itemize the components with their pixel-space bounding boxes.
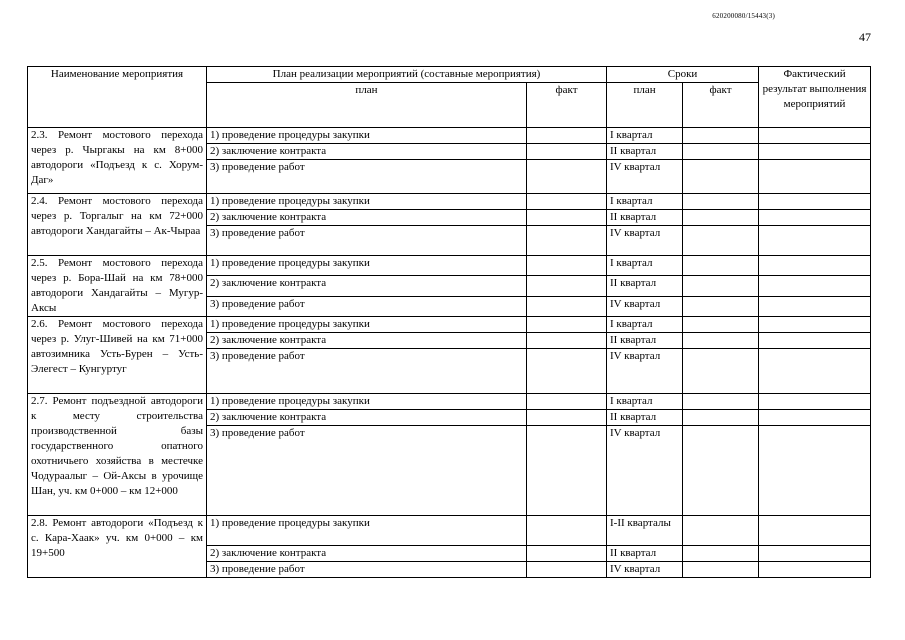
- step-term: I квартал: [607, 256, 683, 276]
- step-fact: [527, 276, 607, 296]
- step-plan: 3) проведение работ: [207, 226, 527, 256]
- activity-name: 2.4. Ремонт мостового перехода через р. Торгалыг на км 72+000 автодороги Хандагайты – Ак-Чыраа: [28, 194, 207, 256]
- step-result: [759, 562, 871, 578]
- step-result: [759, 410, 871, 426]
- step-result: [759, 194, 871, 210]
- step-term-fact: [683, 333, 759, 349]
- step-result: [759, 426, 871, 516]
- step-fact: [527, 194, 607, 210]
- step-term: II квартал: [607, 333, 683, 349]
- step-fact: [527, 349, 607, 394]
- step-term: II квартал: [607, 276, 683, 296]
- step-term-fact: [683, 426, 759, 516]
- step-result: [759, 210, 871, 226]
- step-term: I-II кварталы: [607, 516, 683, 546]
- step-plan: 3) проведение работ: [207, 349, 527, 394]
- step-plan: 3) проведение работ: [207, 296, 527, 316]
- table-row: [28, 194, 871, 210]
- step-fact: [527, 546, 607, 562]
- step-plan: 1) проведение процедуры закупки: [207, 516, 527, 546]
- step-term: II квартал: [607, 546, 683, 562]
- step-plan: 1) проведение процедуры закупки: [207, 194, 527, 210]
- activity-name: 2.8. Ремонт автодороги «Подъезд к с. Кара-Хаак» уч. км 0+000 – км 19+500: [28, 516, 207, 578]
- step-fact: [527, 144, 607, 160]
- step-result: [759, 349, 871, 394]
- step-term: IV квартал: [607, 296, 683, 316]
- activity-name: 2.7. Ремонт подъездной автодороги к месту строительства производственной базы государственного опатного охотничьего хозяйства в местечке Чодураалыг – Ой-Аксы в урочище Шан, уч. км 0+000 – км 12+000: [28, 394, 207, 516]
- header-result: Фактический результат выполнения мероприятий: [759, 67, 871, 128]
- step-term: I квартал: [607, 194, 683, 210]
- step-term: II квартал: [607, 210, 683, 226]
- step-plan: 1) проведение процедуры закупки: [207, 317, 527, 333]
- activity-name: 2.6. Ремонт мостового перехода через р. Улуг-Шивей на км 71+000 автозимника Усть-Бурен – Усть-Элегест – Кунгуртуг: [28, 317, 207, 394]
- step-term: I квартал: [607, 394, 683, 410]
- step-fact: [527, 333, 607, 349]
- table-row: [28, 128, 871, 144]
- step-term-fact: [683, 410, 759, 426]
- step-fact: [527, 426, 607, 516]
- step-term-fact: [683, 210, 759, 226]
- activity-name: 2.5. Ремонт мостового перехода через р. Бора-Шай на км 78+000 автодороги Хандагайты – Мугур-Аксы: [28, 256, 207, 317]
- step-plan: 1) проведение процедуры закупки: [207, 394, 527, 410]
- step-result: [759, 546, 871, 562]
- document-id: 620200080/15443(3): [712, 12, 775, 20]
- step-result: [759, 394, 871, 410]
- table-body: [28, 128, 871, 578]
- step-term: IV квартал: [607, 426, 683, 516]
- step-term: II квартал: [607, 410, 683, 426]
- step-fact: [527, 210, 607, 226]
- table-row: [28, 317, 871, 333]
- step-plan: 1) проведение процедуры закупки: [207, 128, 527, 144]
- header-name: Наименование мероприятия: [28, 67, 207, 128]
- header-terms-fact: факт: [683, 83, 759, 128]
- step-plan: 2) заключение контракта: [207, 144, 527, 160]
- step-term: IV квартал: [607, 562, 683, 578]
- step-result: [759, 144, 871, 160]
- header-plan-group: План реализации мероприятий (составные мероприятия): [207, 67, 607, 83]
- step-plan: 2) заключение контракта: [207, 333, 527, 349]
- step-fact: [527, 562, 607, 578]
- step-fact: [527, 226, 607, 256]
- step-term-fact: [683, 349, 759, 394]
- activity-name: 2.3. Ремонт мостового перехода через р. Чыргакы на км 8+000 автодороги «Подъезд к с. Хорум-Даг»: [28, 128, 207, 194]
- step-plan: 2) заключение контракта: [207, 410, 527, 426]
- step-fact: [527, 160, 607, 194]
- step-result: [759, 128, 871, 144]
- step-plan: 2) заключение контракта: [207, 546, 527, 562]
- step-fact: [527, 256, 607, 276]
- step-term: IV квартал: [607, 226, 683, 256]
- header-terms-group: Сроки: [607, 67, 759, 83]
- step-result: [759, 226, 871, 256]
- step-fact: [527, 410, 607, 426]
- step-term-fact: [683, 226, 759, 256]
- step-term-fact: [683, 128, 759, 144]
- step-term-fact: [683, 546, 759, 562]
- header-plan: план: [207, 83, 527, 128]
- step-result: [759, 317, 871, 333]
- step-fact: [527, 128, 607, 144]
- step-result: [759, 516, 871, 546]
- step-result: [759, 256, 871, 276]
- step-fact: [527, 317, 607, 333]
- step-term-fact: [683, 296, 759, 316]
- step-plan: 2) заключение контракта: [207, 276, 527, 296]
- step-fact: [527, 516, 607, 546]
- step-term-fact: [683, 317, 759, 333]
- header-terms-plan: план: [607, 83, 683, 128]
- step-term-fact: [683, 516, 759, 546]
- step-term-fact: [683, 144, 759, 160]
- step-term-fact: [683, 256, 759, 276]
- step-term-fact: [683, 194, 759, 210]
- step-result: [759, 276, 871, 296]
- step-term-fact: [683, 160, 759, 194]
- table-row: [28, 394, 871, 410]
- table-row: [28, 516, 871, 546]
- step-term: I квартал: [607, 317, 683, 333]
- step-plan: 2) заключение контракта: [207, 210, 527, 226]
- step-fact: [527, 296, 607, 316]
- step-result: [759, 296, 871, 316]
- step-plan: 3) проведение работ: [207, 426, 527, 516]
- step-term: IV квартал: [607, 160, 683, 194]
- table-row: [28, 256, 871, 276]
- step-term-fact: [683, 562, 759, 578]
- step-term: I квартал: [607, 128, 683, 144]
- step-term: IV квартал: [607, 349, 683, 394]
- step-fact: [527, 394, 607, 410]
- page-number: 47: [859, 30, 871, 44]
- step-term: II квартал: [607, 144, 683, 160]
- step-plan: 1) проведение процедуры закупки: [207, 256, 527, 276]
- step-term-fact: [683, 394, 759, 410]
- step-result: [759, 333, 871, 349]
- step-plan: 3) проведение работ: [207, 562, 527, 578]
- step-term-fact: [683, 276, 759, 296]
- header-fact: факт: [527, 83, 607, 128]
- step-result: [759, 160, 871, 194]
- step-plan: 3) проведение работ: [207, 160, 527, 194]
- activities-table: [27, 66, 871, 578]
